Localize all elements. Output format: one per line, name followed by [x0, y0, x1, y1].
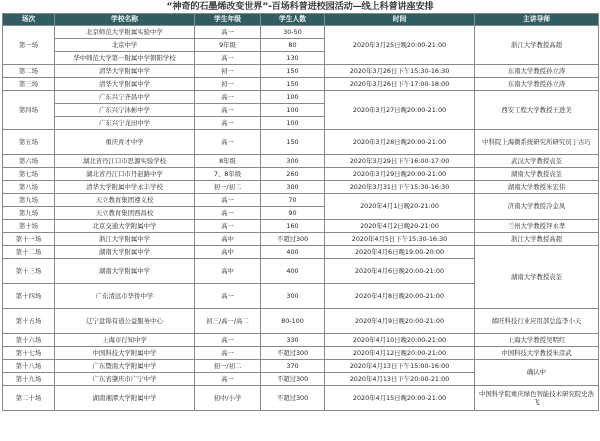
time-cell: 2020年4月13日下午15:00-16:00 — [325, 360, 475, 373]
instructor-cell: 湖南大学教授朱宏伟 — [475, 181, 599, 194]
instructor-cell: 东南大学教授孙立涛 — [475, 78, 599, 91]
count-cell: 100 — [261, 117, 325, 130]
table-row — [3, 233, 599, 246]
count-cell: 70 — [261, 194, 325, 207]
instructor-cell: 东南大学教授孙立涛 — [475, 65, 599, 78]
table-row — [3, 194, 599, 207]
header-count: 学生人数 — [261, 14, 325, 26]
header-grade: 学生年级 — [195, 14, 261, 26]
grade-cell: 8年级 — [195, 155, 261, 168]
time-cell: 2020年4月2日晚20-21:00 — [325, 220, 475, 233]
count-cell: 150 — [261, 130, 325, 155]
time-cell: 2020年3月25日晚20:00-21:00 — [325, 26, 475, 65]
school-cell: 湖北省丹江口市丹赵路中学 — [55, 168, 195, 181]
count-cell: 不超过300 — [261, 233, 325, 246]
time-cell: 2020年3月31日下午15:30-16:30 — [325, 181, 475, 194]
school-cell: 天立教育集团遵义校 — [55, 194, 195, 207]
count-cell: 100 — [261, 91, 325, 104]
school-cell: 上海市行知中学 — [55, 334, 195, 347]
grade-cell: 高一 — [195, 117, 261, 130]
time-cell: 2020年4月8日晚20:00-21:00 — [325, 284, 475, 309]
table-row — [3, 168, 599, 181]
session-cell: 第十七场 — [3, 347, 55, 360]
school-cell: 湖南湘潭大学附属中学 — [55, 386, 195, 411]
table-row — [3, 26, 599, 39]
count-cell: 400 — [261, 246, 325, 259]
school-cell: 广东清远市华侨中学 — [55, 284, 195, 309]
count-cell: 150 — [261, 78, 325, 91]
time-cell: 2020年3月26日下午17:00-18:00 — [325, 78, 475, 91]
grade-cell: 高一 — [195, 347, 261, 360]
grade-cell: 高中 — [195, 246, 261, 259]
instructor-cell: 烯旺科技行业应用部总监李小天 — [475, 309, 599, 334]
school-cell: 湖北省丹江口市思源实验学校 — [55, 155, 195, 168]
time-cell: 2020年3月27日晚20:00-21:00 — [325, 91, 475, 130]
session-cell: 第十六场 — [3, 334, 55, 347]
schedule-table — [2, 13, 599, 411]
session-cell: 第三场 — [3, 78, 55, 91]
count-cell: 370 — [261, 360, 325, 373]
table-row — [3, 386, 599, 411]
time-cell: 2020年4月10日晚20:00-21:00 — [325, 334, 475, 347]
grade-cell: 初一/初二 — [195, 181, 261, 194]
table-row — [3, 220, 599, 233]
school-cell: 北京师范大学附属实验中学 — [55, 26, 195, 39]
table-row — [3, 181, 599, 194]
header-time: 时间 — [325, 14, 475, 26]
instructor-cell: 中科院上海微系统研究所研究员丁古巧 — [475, 130, 599, 155]
grade-cell: 高一 — [195, 104, 261, 117]
session-cell: 第九场 — [3, 194, 55, 207]
table-header-row — [3, 14, 599, 26]
count-cell: 100 — [261, 104, 325, 117]
count-cell: 160 — [261, 220, 325, 233]
school-cell: 清华大学附属中学 — [55, 65, 195, 78]
instructor-cell: 浙江大学教授高超 — [475, 26, 599, 65]
instructor-cell: 湖南大学教授袁荃 — [475, 168, 599, 181]
count-cell: 130 — [261, 52, 325, 65]
session-cell: 第十三场 — [3, 259, 55, 284]
school-cell: 浙江大学附属中学 — [55, 233, 195, 246]
time-cell: 2020年4月13日下午20:00-21:00 — [325, 373, 475, 386]
session-cell: 第十场 — [3, 220, 55, 233]
count-cell: 300 — [261, 155, 325, 168]
session-cell: 第四场 — [3, 91, 55, 130]
count-cell: 300 — [261, 181, 325, 194]
session-cell: 第十五场 — [3, 309, 55, 334]
school-cell: 华中师范大学第一附属中学朝阳学校 — [55, 52, 195, 65]
session-cell: 第九场 — [3, 207, 55, 220]
time-cell: 2020年3月26日下午15:30-16:30 — [325, 65, 475, 78]
table-row — [3, 360, 599, 373]
header-school: 学校名称 — [55, 14, 195, 26]
time-cell: 2020年3月29日下午16:00-17:00 — [325, 155, 475, 168]
table-row — [3, 334, 599, 347]
count-cell: 90 — [261, 207, 325, 220]
time-cell: 2020年3月29日晚20:00-21:00 — [325, 168, 475, 181]
instructor-cell: 上海大学教授吴明红 — [475, 334, 599, 347]
grade-cell: 高一 — [195, 91, 261, 104]
instructor-cell: 济南大学教授冷金凤 — [475, 194, 599, 220]
count-cell: 150 — [261, 65, 325, 78]
table-row — [3, 155, 599, 168]
count-cell: 80 — [261, 39, 325, 52]
instructor-cell: 武汉大学教授袁荃 — [475, 155, 599, 168]
grade-cell: 高一 — [195, 220, 261, 233]
grade-cell: 初一 — [195, 78, 261, 91]
session-cell: 第二十场 — [3, 386, 55, 411]
school-cell: 清华大学附属中学 — [55, 78, 195, 91]
grade-cell: 高中 — [195, 233, 261, 246]
session-cell: 第六场 — [3, 155, 55, 168]
session-cell: 第八场 — [3, 181, 55, 194]
count-cell: 80-100 — [261, 309, 325, 334]
school-cell: 广东兴宁齐昌中学 — [55, 91, 195, 104]
grade-cell: 初一/初二 — [195, 360, 261, 373]
grade-cell: 9年级 — [195, 39, 261, 52]
instructor-cell: 浙江大学教授高超 — [475, 233, 599, 246]
count-cell: 260 — [261, 168, 325, 181]
school-cell: 天立教育集团西昌校 — [55, 207, 195, 220]
count-cell: 不超过300 — [261, 347, 325, 360]
grade-cell: 高一 — [195, 130, 261, 155]
school-cell: 北京交通大学附属中学 — [55, 220, 195, 233]
school-cell: 重庆育才中学 — [55, 130, 195, 155]
grade-cell: 高一 — [195, 207, 261, 220]
table-row — [3, 65, 599, 78]
school-cell: 中国科技大学附属中学 — [55, 347, 195, 360]
session-cell: 第二场 — [3, 65, 55, 78]
time-cell: 2020年4月6日晚20:00-21:00 — [325, 259, 475, 284]
school-cell: 广东暨南大学附属中学 — [55, 360, 195, 373]
school-cell: 广东兴宁龙田中学 — [55, 117, 195, 130]
grade-cell: 初一 — [195, 65, 261, 78]
grade-cell: 高一 — [195, 52, 261, 65]
count-cell: 不超过300 — [261, 373, 325, 386]
grade-cell: 高一 — [195, 284, 261, 309]
session-cell: 第五场 — [3, 130, 55, 155]
grade-cell: 初中/小学 — [195, 386, 261, 411]
grade-cell: 初三/高一/高二 — [195, 309, 261, 334]
grade-cell: 7、8年级 — [195, 168, 261, 181]
header-instructor: 主讲导师 — [475, 14, 599, 26]
instructor-cell: 确认中 — [475, 360, 599, 386]
instructor-cell: 中国科技大学教授朱彦武 — [475, 347, 599, 360]
session-cell: 第十九场 — [3, 373, 55, 386]
instructor-cell: 湖南大学教授袁荃 — [475, 246, 599, 309]
time-cell: 2020年4月12日晚20:00-21:00 — [325, 347, 475, 360]
count-cell: 300 — [261, 284, 325, 309]
time-cell: 2020年3月28日晚20:00-21:00 — [325, 130, 475, 155]
table-row — [3, 130, 599, 155]
session-cell: 第一场 — [3, 26, 55, 65]
grade-cell: 高一 — [195, 373, 261, 386]
session-cell: 第十二场 — [3, 246, 55, 259]
time-cell: 2020年4月6日晚19:00-20:00 — [325, 246, 475, 259]
count-cell: 30-50 — [261, 26, 325, 39]
page-title: “神奇的石墨烯改变世界”-百场科普进校园活动—线上科普讲座安排 — [166, 1, 434, 12]
session-cell: 第十四场 — [3, 284, 55, 309]
school-cell: 清华大学附属中学永丰学校 — [55, 181, 195, 194]
school-cell: 辽宁盘锦有道公益服务中心 — [55, 309, 195, 334]
table-row — [3, 309, 599, 334]
table-row — [3, 246, 599, 259]
table-row — [3, 78, 599, 91]
session-cell: 第七场 — [3, 168, 55, 181]
count-cell: 不超过300 — [261, 386, 325, 411]
session-cell: 第十八场 — [3, 360, 55, 373]
table-row — [3, 347, 599, 360]
school-cell: 湖南大学附属中学 — [55, 259, 195, 284]
grade-cell: 高一 — [195, 26, 261, 39]
grade-cell: 高中 — [195, 259, 261, 284]
count-cell: 400 — [261, 259, 325, 284]
instructor-cell: 兰州大学教授拜永孝 — [475, 220, 599, 233]
school-cell: 湖南大学附属中学 — [55, 246, 195, 259]
time-cell: 2020年4月1日晚20-21:00 — [325, 194, 475, 220]
grade-cell: 高一 — [195, 334, 261, 347]
school-cell: 广东兴宁沐彬中学 — [55, 104, 195, 117]
school-cell: 广东省肇庆市广宁中学 — [55, 373, 195, 386]
time-cell: 2020年4月5日下午15:30-16:30 — [325, 233, 475, 246]
instructor-cell: 中国科学院重庆绿色智能技术研究院史浩飞 — [475, 386, 599, 411]
time-cell: 2020年4月15日晚20:00-21:00 — [325, 386, 475, 411]
header-session: 场次 — [3, 14, 55, 26]
session-cell: 第十一场 — [3, 233, 55, 246]
instructor-cell: 西安工程大学教授王进美 — [475, 91, 599, 130]
table-row — [3, 91, 599, 104]
time-cell: 2020年4月9日晚20:00-21:00 — [325, 309, 475, 334]
count-cell: 330 — [261, 334, 325, 347]
school-cell: 北京中学 — [55, 39, 195, 52]
grade-cell: 高一 — [195, 194, 261, 207]
